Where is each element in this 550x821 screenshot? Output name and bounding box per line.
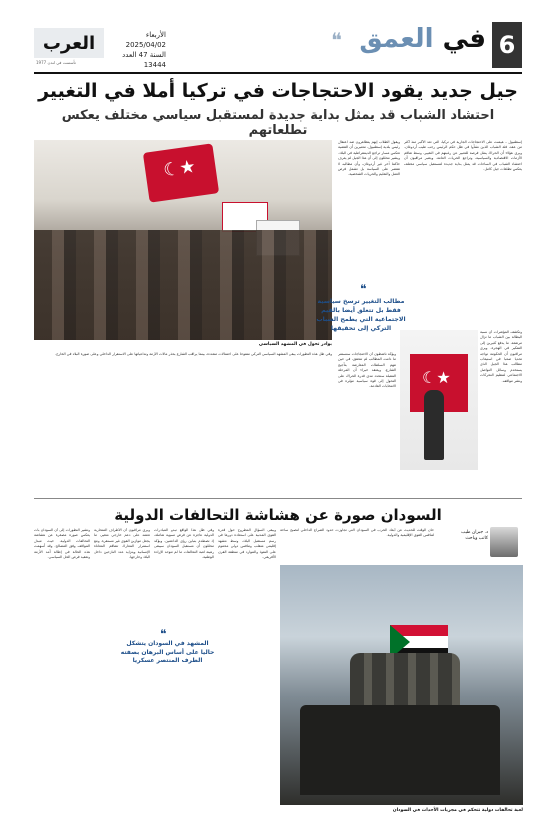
sudan-photo	[280, 565, 523, 805]
article2-column: وتشير التطورات إلى أن السودان بات يعكس صورة مصغرة عن هشاشة التحالفات الدولية، حيث تتبدل المواقف وفق المصالح. وقد أسهمت هذه الحالة في إطالة أمد الأزمة وتعقيد فرص الحل السياسي.	[34, 528, 90, 560]
quote-icon: ❝	[360, 282, 367, 296]
newspaper-logo: العرب	[34, 28, 104, 58]
logo-tagline: تأسست في لندن 1977	[36, 60, 76, 65]
article2-intro: حان الوقت للحديث عن أبعاد الحرب في السودان التي تجاوزت حدود الصراع الداخلي لتصبح ساحة لتنافس القوى الإقليمية والدولية.	[280, 528, 434, 538]
article1-column: ويقول الطلاب إنهم يتظاهرون ضد اعتقال رئيس بلدية إسطنبول، معتبرين أن القضية تعكس مسار تراجع الديمقراطية في البلاد. ويشير محللون إلى أن هذا الجيل لم يعرف حاكما آخر غير أردوغان، وأن مطالبه لا تقتصر على السياسة بل تشمل فرص العمل والتعليم والحريات الشخصية.	[338, 140, 400, 177]
issue-date	[114, 30, 166, 70]
article1-photo-caption: بوادر تحول في المشهد السياسي	[258, 342, 332, 347]
article2-column: ويبقى السؤال المطروح حول قدرة القوى المدنية على استعادة دورها في رسم مستقبل البلاد، وسط مشهد إقليمي متقلب وتنافس دولي محموم على النفوذ والموارد في منطقة القرن الأفريقي.	[218, 528, 276, 560]
article-divider	[34, 498, 522, 499]
crowd-image	[34, 230, 332, 340]
article1-column: ويؤكد ناشطون أن الاحتجاجات ستستمر ما دامت المطالب لم تتحقق، في حين تتهم السلطات المعارضة بتأجيج الشارع. ويعتقد خبراء أن المرحلة المقبلة ستحدد مدى قدرة الحراك على التحول إلى قوة سياسية مؤثرة في الانتخابات القادمة.	[338, 352, 396, 389]
author-avatar	[490, 527, 518, 557]
section-title-accent: العمق	[359, 24, 434, 54]
protester-flag-photo	[400, 330, 478, 470]
protester-image	[424, 390, 444, 460]
vehicle-image	[300, 705, 500, 795]
date-line: الأربعاء 2025/04/02	[125, 31, 166, 49]
article2-pull-quote: المشهد في السودان يتشكل حاليا على أساس البرهان بصفته الطرف المنتصر عسكريا	[120, 640, 215, 665]
article1-column: إسطنبول – هيمنت على الاحتجاجات الجارية في تركيا، التي تعد الأكبر منذ أكثر من عقد، فئة الشباب الذين نشأوا في ظل حكم الرئيس رجب طيب أردوغان. ويرى هؤلاء أن الحراك يمثل فرصة للتعبير عن رغبتهم في التغيير، وسط تفاقم الأزمات الاقتصادية والسياسية، وتراجع الحريات العامة. ويعتبر مراقبون أن احتشاد الشباب في الساحات قد يمثل بداية جديدة لمستقبل سياسي مختلف يعكس تطلعات جيل كامل.	[404, 140, 522, 172]
article1-subheadline: احتشاد الشباب قد يمثل بداية جديدة لمستقبل سياسي مختلف يعكس تطلعاتهم	[61, 108, 495, 138]
turkish-flag-image	[143, 143, 219, 202]
article1-column: وفي ظل هذه التطورات يبقى المشهد السياسي التركي مفتوحا على احتمالات متعددة، بينما يراقب الشارع بحذر مآلات الأزمة وتداعياتها على الاستقرار الداخلي وعلى صورة البلاد في الخارج.	[54, 352, 332, 356]
article2-column: وفي ظل هذا الواقع تبدو المبادرات الدولية عاجزة عن فرض تسوية شاملة، إذ تصطدم بتباين رؤى الداعمين. ويؤكد محللون أن مستقبل السودان سيبقى رهينة لعبة التحالفات ما لم تتوحد الإرادة الوطنية.	[154, 528, 214, 560]
article2-column: ويرى مراقبون أن الأطراف المتحاربة تعتمد على دعم خارجي متغير، ما يجعل موازين القوى غير مستقرة. ومع استمرار المعارك تتفاقم المعاناة الإنسانية ويتزايد عدد النازحين داخل البلاد وخارجها.	[94, 528, 150, 560]
quote-icon: ❝	[331, 28, 342, 52]
page-number: 6	[492, 22, 522, 68]
section-title-main: في	[442, 24, 486, 54]
author-name: د. جبران طيب	[461, 530, 488, 535]
article1-column: وتكشف المؤشرات أن نسبة البطالة بين الشباب ما تزال مرتفعة، ما يدفع كثيرين إلى التفكير في الهجرة. ويرى مراقبون أن الحكومة تواجه تحديا صعبا في استيعاب مطالب هذا الجيل الذي يستخدم وسائل التواصل الاجتماعي لتنظيم التحركات ونشر مواقفه.	[480, 330, 522, 383]
protest-photo	[34, 140, 332, 340]
page-header	[34, 22, 522, 68]
header-divider	[34, 72, 522, 74]
article2-headline: السودان صورة عن هشاشة التحالفات الدولية	[114, 506, 442, 524]
section-title	[359, 24, 486, 54]
author-title: كاتب وباحث	[465, 536, 488, 541]
issue-number: السنة 47 العدد 13444	[122, 51, 166, 69]
quote-icon: ❝	[160, 627, 167, 641]
article2-photo-caption: لعبة تحالفات دولية تتحكم في مجريات الأحداث في السودان	[392, 808, 523, 813]
author-byline	[440, 530, 488, 542]
article1-headline: جيل جديد يقود الاحتجاجات في تركيا أملا في التغيير	[38, 80, 518, 102]
article1-pull-quote: مطالب التغيير ترسخ سياسية فقط بل تتعلق أيضا بالقيم الاجتماعية التي يطمح الشباب التركي إلى تحقيقها	[316, 298, 406, 332]
